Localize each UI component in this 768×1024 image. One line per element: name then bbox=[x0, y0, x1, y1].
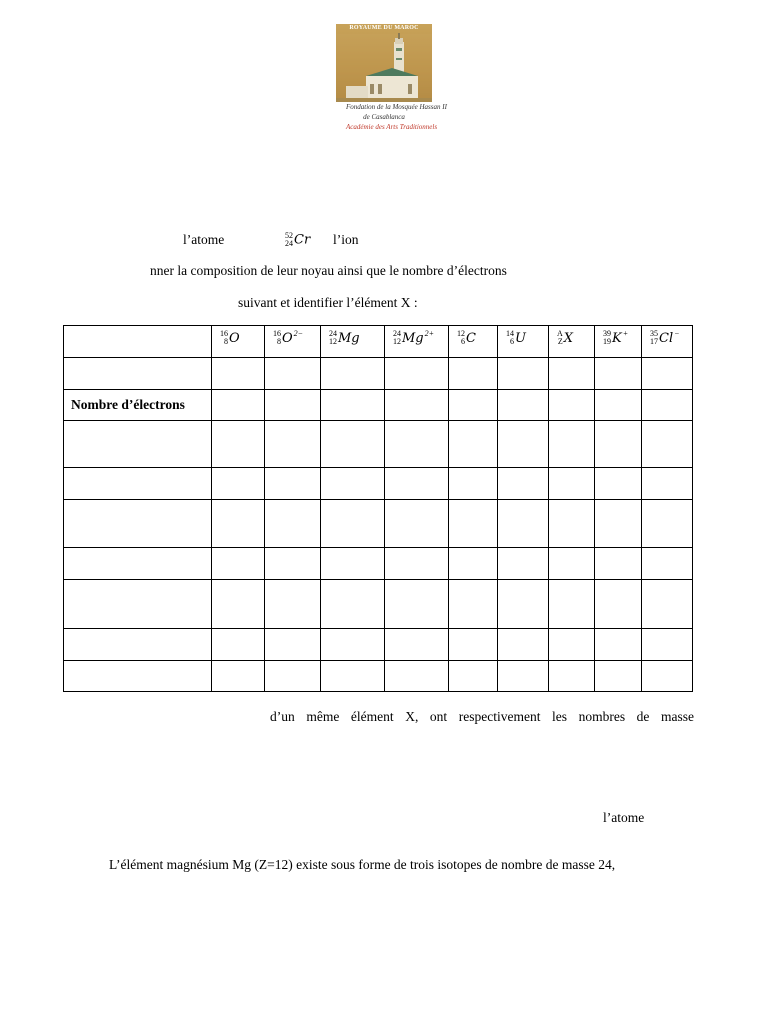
table-cell[interactable] bbox=[642, 358, 693, 390]
table-row bbox=[64, 661, 693, 692]
table-cell[interactable] bbox=[385, 468, 449, 500]
logo-line-academy: Académie des Arts Traditionnels bbox=[346, 123, 438, 131]
header-u14: 14 6 U bbox=[498, 326, 549, 358]
table-cell[interactable] bbox=[642, 421, 693, 468]
composition-table bbox=[63, 325, 693, 692]
header-mg24: 24 12 Mg bbox=[321, 326, 385, 358]
table-cell[interactable] bbox=[595, 661, 642, 692]
table-cell[interactable] bbox=[212, 661, 265, 692]
text-identify: suivant et identifier l’élément X : bbox=[238, 295, 418, 310]
table-cell[interactable] bbox=[595, 421, 642, 468]
table-cell[interactable] bbox=[642, 500, 693, 548]
table-cell[interactable] bbox=[265, 421, 321, 468]
table-cell[interactable] bbox=[549, 548, 595, 580]
table-cell[interactable] bbox=[449, 580, 498, 629]
table-row bbox=[64, 468, 693, 500]
mosque-icon bbox=[336, 24, 432, 102]
table-cell[interactable] bbox=[385, 358, 449, 390]
table-cell[interactable] bbox=[212, 390, 265, 421]
text-atome-2: l’atome bbox=[603, 810, 645, 825]
table-cell[interactable] bbox=[321, 358, 385, 390]
table-row bbox=[64, 358, 693, 390]
table-cell[interactable] bbox=[265, 629, 321, 661]
nuclide-cr bbox=[285, 231, 310, 248]
table-cell[interactable] bbox=[549, 629, 595, 661]
table-cell[interactable] bbox=[449, 661, 498, 692]
table-cell[interactable] bbox=[498, 421, 549, 468]
table-row-label bbox=[64, 629, 212, 661]
table-cell[interactable] bbox=[212, 468, 265, 500]
table-cell[interactable] bbox=[498, 548, 549, 580]
text-isotopes: d’un même élément X, ont respectivement les nombres de masse bbox=[270, 709, 694, 724]
table-cell[interactable] bbox=[321, 421, 385, 468]
header-x: A Z X bbox=[549, 326, 595, 358]
table-cell[interactable] bbox=[449, 358, 498, 390]
table-body bbox=[64, 358, 693, 692]
nuclide-cr-atomic: 24 bbox=[285, 238, 293, 248]
table-row-label bbox=[64, 468, 212, 500]
nuclide-cr-mass: 52 bbox=[285, 230, 293, 240]
table-row bbox=[64, 500, 693, 548]
table-cell[interactable] bbox=[385, 629, 449, 661]
table-cell[interactable] bbox=[498, 390, 549, 421]
table-cell[interactable] bbox=[265, 548, 321, 580]
table-cell[interactable] bbox=[449, 390, 498, 421]
table-cell[interactable] bbox=[549, 421, 595, 468]
table-cell[interactable] bbox=[449, 629, 498, 661]
table-cell[interactable] bbox=[498, 661, 549, 692]
table-row-label bbox=[64, 358, 212, 390]
text-atome: l’atome bbox=[183, 232, 225, 247]
table-cell[interactable] bbox=[385, 390, 449, 421]
table-cell[interactable] bbox=[212, 500, 265, 548]
table-cell[interactable] bbox=[642, 390, 693, 421]
table-cell[interactable] bbox=[549, 661, 595, 692]
table-cell[interactable] bbox=[595, 358, 642, 390]
header-c12: 12 6 C bbox=[449, 326, 498, 358]
table-cell[interactable] bbox=[385, 500, 449, 548]
table-row-label: Nombre d’électrons bbox=[64, 390, 212, 421]
table-cell[interactable] bbox=[385, 548, 449, 580]
table-cell[interactable] bbox=[212, 421, 265, 468]
table-cell[interactable] bbox=[498, 358, 549, 390]
table-row-label bbox=[64, 500, 212, 548]
table-header-row bbox=[64, 326, 693, 358]
table-cell[interactable] bbox=[321, 580, 385, 629]
table-cell[interactable] bbox=[595, 500, 642, 548]
table-cell[interactable] bbox=[265, 500, 321, 548]
table-cell[interactable] bbox=[498, 468, 549, 500]
table-cell[interactable] bbox=[449, 500, 498, 548]
table-cell[interactable] bbox=[321, 548, 385, 580]
table-cell[interactable] bbox=[449, 468, 498, 500]
table-cell[interactable] bbox=[385, 421, 449, 468]
table-cell[interactable] bbox=[449, 421, 498, 468]
logo bbox=[336, 24, 447, 134]
table-row-label bbox=[64, 580, 212, 629]
table-cell[interactable] bbox=[595, 580, 642, 629]
table-cell[interactable] bbox=[321, 629, 385, 661]
table-row bbox=[64, 629, 693, 661]
table-corner-cell bbox=[64, 326, 212, 358]
table-row-label bbox=[64, 421, 212, 468]
table-cell[interactable] bbox=[385, 580, 449, 629]
table-row bbox=[64, 421, 693, 468]
table-cell[interactable] bbox=[265, 358, 321, 390]
table-cell[interactable] bbox=[265, 580, 321, 629]
table-cell[interactable] bbox=[642, 629, 693, 661]
text-ion: l’ion bbox=[333, 232, 359, 247]
table-cell[interactable] bbox=[642, 548, 693, 580]
table-cell[interactable] bbox=[549, 580, 595, 629]
text-composition: nner la composition de leur noyau ainsi que le nombre d’électrons bbox=[150, 263, 507, 278]
table-cell[interactable] bbox=[498, 629, 549, 661]
text-magnesium: L’élément magnésium Mg (Z=12) existe sous forme de trois isotopes de nombre de masse 24, bbox=[109, 857, 616, 872]
logo-kingdom: ROYAUME DU MAROC bbox=[349, 25, 419, 31]
table-cell[interactable] bbox=[265, 390, 321, 421]
table-cell[interactable] bbox=[321, 500, 385, 548]
table-cell[interactable] bbox=[321, 390, 385, 421]
header-cl35-ion: 35 17 Cl− bbox=[642, 326, 693, 358]
table-cell[interactable] bbox=[549, 358, 595, 390]
table-cell[interactable] bbox=[385, 661, 449, 692]
table-cell[interactable] bbox=[595, 468, 642, 500]
table-row bbox=[64, 580, 693, 629]
table-cell[interactable] bbox=[212, 548, 265, 580]
table-cell[interactable] bbox=[321, 661, 385, 692]
table-row-label bbox=[64, 661, 212, 692]
table-cell[interactable] bbox=[642, 468, 693, 500]
table-row bbox=[64, 548, 693, 580]
nuclide-cr-numbers bbox=[285, 232, 293, 248]
table-cell[interactable] bbox=[498, 580, 549, 629]
header-k39-ion: 39 19 K+ bbox=[595, 326, 642, 358]
table-row-label bbox=[64, 548, 212, 580]
nuclide-cr-symbol: Cr bbox=[294, 232, 311, 248]
table-cell[interactable] bbox=[212, 358, 265, 390]
table-cell[interactable] bbox=[449, 548, 498, 580]
header-o16-ion: 16 8 $O^{2-}$ bbox=[265, 326, 321, 358]
logo-emblem bbox=[336, 24, 432, 102]
table-cell[interactable] bbox=[265, 468, 321, 500]
table-cell[interactable] bbox=[265, 661, 321, 692]
table-cell[interactable] bbox=[595, 390, 642, 421]
table-cell[interactable] bbox=[642, 580, 693, 629]
table-cell[interactable] bbox=[498, 500, 549, 548]
table-cell[interactable] bbox=[595, 629, 642, 661]
table-cell[interactable] bbox=[642, 661, 693, 692]
logo-line-foundation: Fondation de la Mosquée Hassan II bbox=[346, 103, 447, 111]
table-cell[interactable] bbox=[212, 629, 265, 661]
table-cell[interactable] bbox=[212, 580, 265, 629]
table-row bbox=[64, 390, 693, 421]
header-o16: 16 8 O bbox=[212, 326, 265, 358]
header-mg24-ion: 24 12 $Mg^{2+}$ bbox=[385, 326, 449, 358]
table-cell[interactable] bbox=[595, 548, 642, 580]
table-cell[interactable] bbox=[549, 500, 595, 548]
table-cell[interactable] bbox=[549, 468, 595, 500]
logo-line-city: de Casablanca bbox=[363, 113, 405, 121]
table-cell[interactable] bbox=[549, 390, 595, 421]
table-cell[interactable] bbox=[321, 468, 385, 500]
